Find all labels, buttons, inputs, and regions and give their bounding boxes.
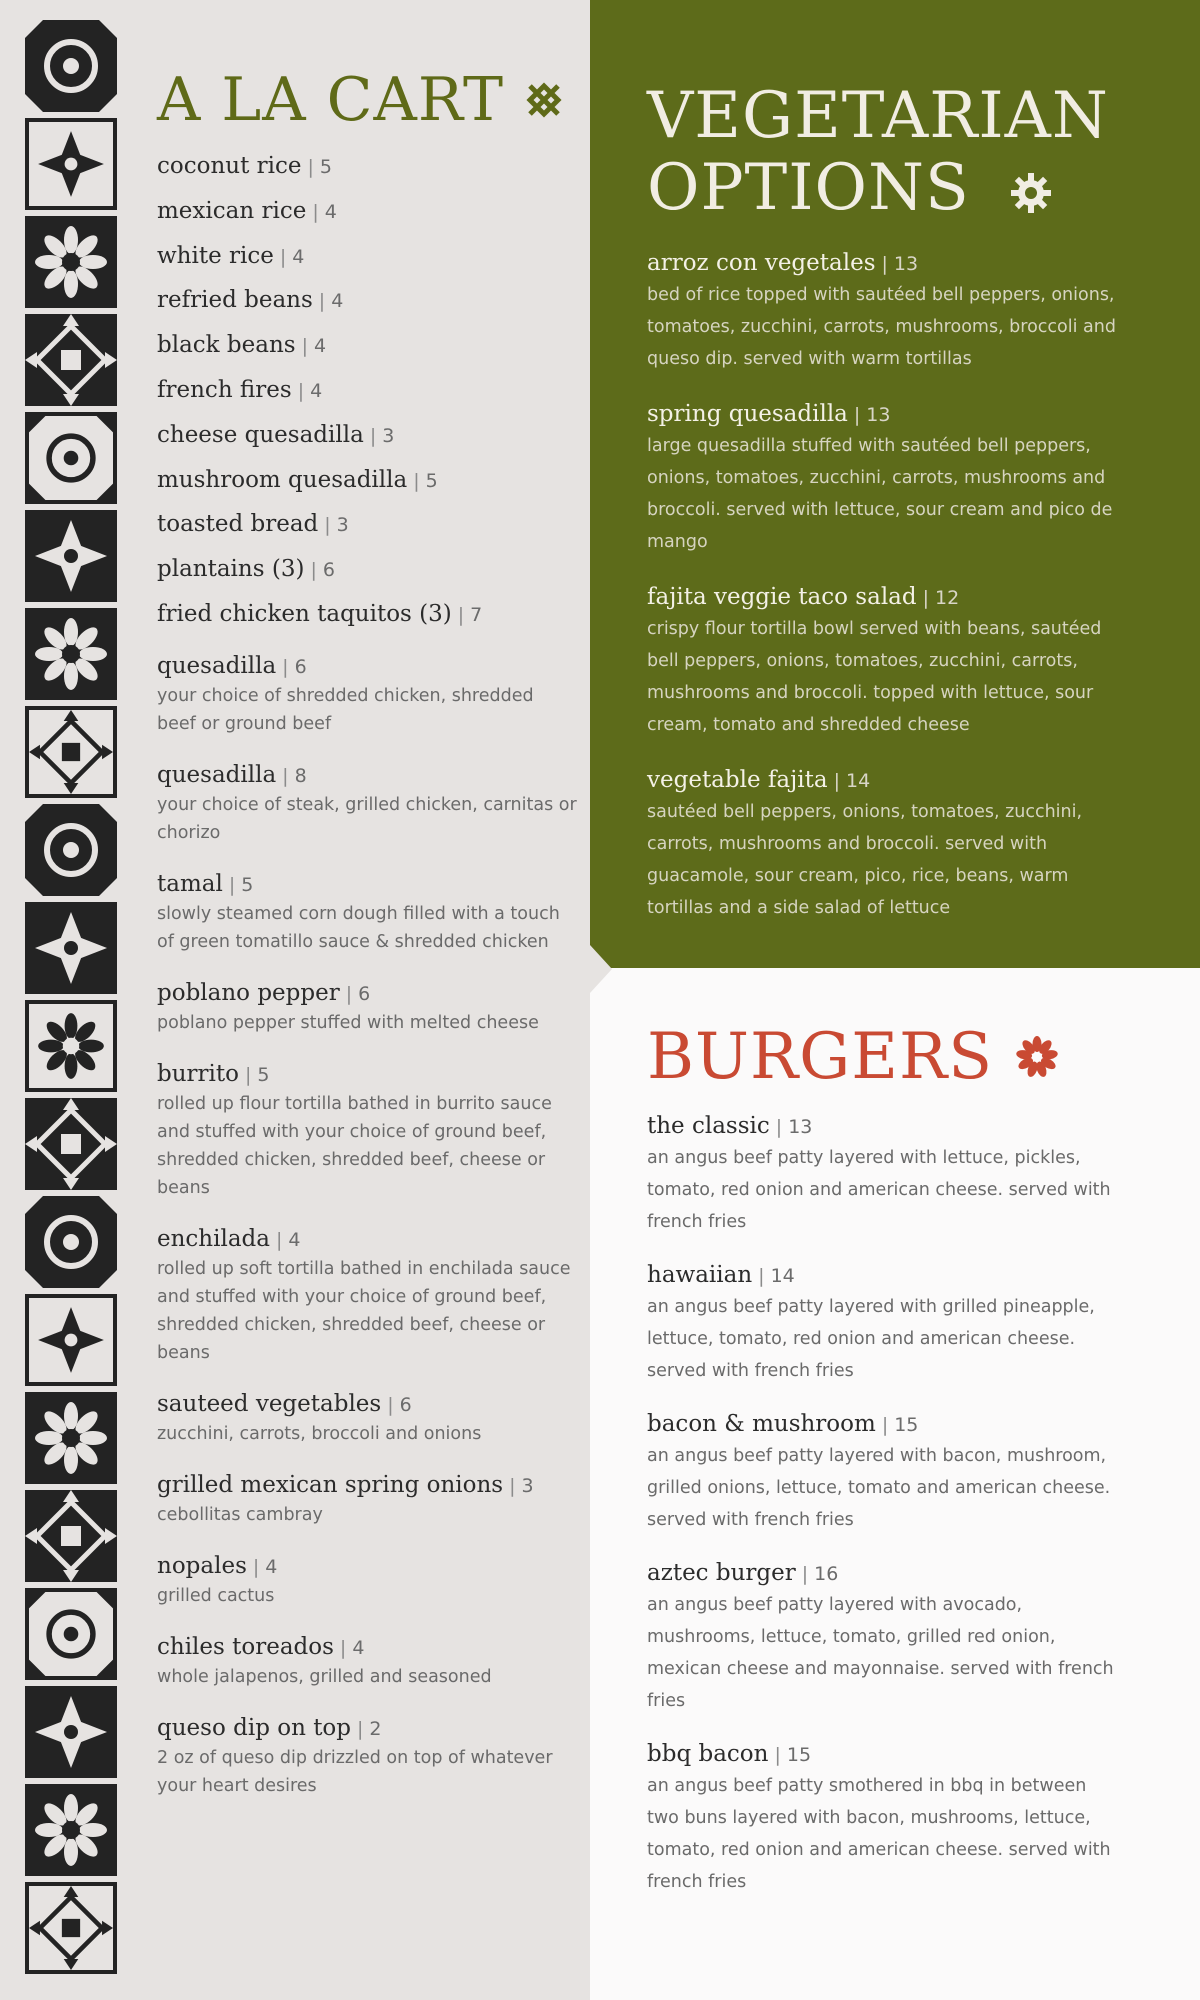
menu-item (647, 1558, 1117, 1717)
menu-item (157, 189, 577, 234)
menu-item (647, 399, 1117, 558)
menu-item-description: crispy flour tortilla bowl served with beans, sautéed bell peppers, onions, tomatoes, zucchini, carrots, mushrooms and broccoli. topped with lettuce, sour cream, tomato and shredded cheese (647, 619, 1102, 735)
menu-item-description: grilled cactus (157, 1585, 275, 1606)
menu-item-name: chiles toreados (157, 1633, 334, 1660)
menu-item (157, 592, 577, 637)
menu-item (157, 760, 577, 847)
menu-item-description: an angus beef patty layered with avocado, mushrooms, lettuce, tomato, grilled red onion, mexican cheese and mayonnaise. served with french fries (647, 1595, 1114, 1711)
menu-item-price: 4 (314, 335, 327, 358)
flower-icon (1015, 1035, 1059, 1079)
vegetarian-panel-notch (590, 945, 612, 993)
menu-item-name: aztec burger (647, 1560, 796, 1586)
price-separator: | (758, 1265, 765, 1287)
menu-item-name: bacon & mushroom (647, 1411, 876, 1437)
tile-pattern-icon (25, 510, 117, 602)
menu-item-header (157, 1551, 577, 1582)
menu-item-header (157, 1470, 577, 1501)
price-separator: | (774, 1744, 781, 1766)
vegetarian-section (647, 80, 1117, 924)
menu-item-description: 2 oz of queso dip drizzled on top of whatever your heart desires (157, 1747, 553, 1796)
price-separator: | (301, 335, 308, 358)
tile-pattern-icon (25, 1392, 117, 1484)
price-separator: | (413, 469, 420, 492)
menu-item-name: plantains (3) (157, 556, 305, 583)
menu-item-price: 4 (310, 379, 323, 402)
menu-item-price: 2 (369, 1717, 382, 1740)
vegetarian-items-list (647, 248, 1117, 924)
menu-item-description: an angus beef patty layered with grilled pineapple, lettuce, tomato, red onion and american cheese. served with french fries (647, 1297, 1095, 1381)
price-separator: | (310, 559, 317, 582)
tile-pattern-icon (25, 1882, 117, 1974)
menu-item-name: mushroom quesadilla (157, 466, 408, 493)
menu-item-price: 12 (935, 587, 960, 609)
menu-item-name: burrito (157, 1060, 239, 1087)
menu-item-price: 5 (241, 873, 254, 896)
menu-item-header (647, 1111, 1117, 1142)
menu-item-header (157, 760, 577, 791)
menu-item-description: an angus beef patty layered with lettuce, pickles, tomato, red onion and american cheese. served with french fries (647, 1148, 1111, 1232)
price-separator: | (318, 290, 326, 313)
menu-item-price: 7 (470, 603, 483, 626)
burgers-title-text: BURGERS (647, 1020, 994, 1094)
menu-item-name: fajita veggie taco salad (647, 584, 917, 610)
price-separator: | (297, 379, 305, 402)
menu-item-description: your choice of steak, grilled chicken, carnitas or chorizo (157, 794, 577, 843)
price-separator: | (357, 1717, 364, 1740)
price-separator: | (833, 770, 840, 792)
menu-item-name: queso dip on top (157, 1714, 352, 1741)
menu-item-description: an angus beef patty smothered in bbq in between two buns layered with bacon, mushrooms, lettuce, tomato, red onion and american cheese. served with french fries (647, 1776, 1111, 1892)
price-separator: | (244, 1063, 252, 1086)
price-separator: | (922, 587, 930, 609)
price-separator: | (324, 514, 331, 537)
menu-item (647, 1111, 1117, 1238)
price-separator: | (345, 982, 353, 1005)
vegetarian-title-line1: VEGETARIAN (647, 79, 1109, 153)
tile-pattern-icon (25, 608, 117, 700)
menu-item-description: slowly steamed corn dough filled with a touch of green tomatillo sauce & shredded chicken (157, 903, 560, 952)
menu-item-description: your choice of shredded chicken, shredded beef or ground beef (157, 685, 534, 734)
menu-item-name: cheese quesadilla (157, 421, 364, 448)
menu-item (647, 765, 1117, 924)
menu-item (157, 234, 577, 279)
menu-item-header (647, 248, 1117, 279)
menu-item-name: arroz con vegetales (647, 250, 876, 276)
menu-item-description: sautéed bell peppers, onions, tomatoes, zucchini, carrots, mushrooms and broccoli. served with guacamole, sour cream, pico, rice, beans, warm tortillas and a side salad of lettuce (647, 802, 1083, 918)
menu-item-name: enchilada (157, 1225, 270, 1252)
alacart-title (157, 65, 577, 135)
menu-item-header (647, 399, 1117, 430)
menu-item-name: vegetable fajita (647, 767, 828, 793)
menu-item-price: 15 (786, 1744, 812, 1766)
menu-item (157, 502, 577, 547)
price-separator: | (881, 253, 888, 275)
menu-item (157, 413, 577, 458)
tile-pattern-icon (25, 118, 117, 210)
menu-item-name: toasted bread (157, 511, 319, 538)
menu-item-description: whole jalapenos, grilled and seasoned (157, 1666, 492, 1687)
menu-item (157, 144, 577, 189)
menu-item (157, 1224, 577, 1367)
menu-item-price: 6 (322, 559, 335, 582)
menu-item (157, 1470, 577, 1529)
menu-item-name: french fires (157, 376, 292, 403)
menu-item (157, 368, 577, 413)
tile-pattern-icon (25, 216, 117, 308)
price-separator: | (775, 1116, 783, 1138)
menu-item-header (647, 1409, 1117, 1440)
tile-pattern-icon (25, 1000, 117, 1092)
price-separator: | (312, 200, 319, 223)
menu-item-price: 6 (399, 1393, 412, 1416)
menu-item (157, 869, 577, 956)
menu-item-price: 4 (288, 1228, 301, 1251)
menu-item-header (157, 1713, 577, 1744)
menu-item-description: bed of rice topped with sautéed bell peppers, onions, tomatoes, zucchini, carrots, mushrooms, broccoli and queso dip. served with warm tortillas (647, 285, 1116, 369)
menu-item-name: mexican rice (157, 197, 307, 224)
menu-item-name: quesadilla (157, 652, 277, 679)
menu-item-header (157, 1632, 577, 1663)
price-separator: | (228, 873, 236, 896)
burger-items-list (647, 1111, 1117, 1898)
menu-item-name: tamal (157, 870, 223, 897)
menu-item-price: 5 (319, 156, 332, 178)
menu-item-price: 13 (893, 253, 919, 275)
menu-item-name: refried beans (157, 287, 313, 314)
price-separator: | (282, 764, 289, 787)
price-separator: | (881, 1414, 889, 1436)
menu-item-name: spring quesadilla (647, 401, 848, 427)
menu-item-price: 4 (292, 245, 305, 268)
menu-item-header (647, 765, 1117, 796)
menu-item-name: bbq bacon (647, 1741, 769, 1767)
price-separator: | (339, 1636, 347, 1659)
menu-item (157, 651, 577, 738)
price-separator: | (509, 1474, 516, 1497)
tile-pattern-icon (25, 1490, 117, 1582)
menu-item (647, 1409, 1117, 1536)
menu-item (157, 547, 577, 592)
menu-item-header (157, 1389, 577, 1420)
menu-item (647, 1260, 1117, 1387)
tile-pattern-icon (25, 706, 117, 798)
menu-item (157, 1632, 577, 1691)
price-separator: | (252, 1555, 260, 1578)
menu-item (157, 278, 577, 323)
decorative-tile-strip (25, 20, 117, 1980)
menu-item-header (647, 1260, 1117, 1291)
menu-item-name: the classic (647, 1113, 770, 1139)
menu-item-header (647, 1739, 1117, 1770)
tile-pattern-icon (25, 314, 117, 406)
price-separator: | (853, 404, 861, 426)
tile-pattern-icon (25, 902, 117, 994)
menu-item (157, 1713, 577, 1800)
tile-pattern-icon (25, 1686, 117, 1778)
menu-item-price: 14 (770, 1265, 795, 1287)
burgers-section (647, 1020, 1117, 1898)
menu-item-price: 15 (894, 1414, 919, 1436)
menu-item (157, 458, 577, 503)
menu-item-description: rolled up soft tortilla bathed in enchilada sauce and stuffed with your choice of ground beef, shredded chicken, shredded beef, cheese or beans (157, 1258, 571, 1363)
menu-item-description: cebollitas cambray (157, 1504, 323, 1525)
menu-item-header (647, 1558, 1117, 1589)
menu-item (157, 323, 577, 368)
tile-pattern-icon (25, 804, 117, 896)
menu-item-name: quesadilla (157, 761, 277, 788)
menu-item-price: 6 (358, 982, 371, 1005)
menu-item (647, 582, 1117, 741)
menu-item (157, 1389, 577, 1448)
menu-item (647, 248, 1117, 375)
described-items-list (157, 651, 577, 1800)
tile-pattern-icon (25, 20, 117, 112)
menu-item (157, 1059, 577, 1202)
menu-item (157, 1551, 577, 1610)
tile-pattern-icon (25, 1098, 117, 1190)
menu-item-name: white rice (157, 242, 274, 269)
alacart-title-text: A LA CART (157, 65, 505, 135)
simple-items-list (157, 144, 577, 637)
menu-item-price: 3 (521, 1474, 534, 1497)
menu-item-price: 16 (814, 1563, 839, 1585)
tile-pattern-icon (25, 412, 117, 504)
vegetarian-title (647, 80, 1117, 224)
gear-flower-icon (1009, 171, 1053, 215)
menu-item-price: 13 (788, 1116, 813, 1138)
menu-item-name: nopales (157, 1552, 247, 1579)
price-separator: | (387, 1393, 394, 1416)
menu-item-description: an angus beef patty layered with bacon, mushroom, grilled onions, lettuce, tomato and american cheese. served with french fries (647, 1446, 1111, 1530)
price-separator: | (801, 1563, 809, 1585)
price-separator: | (282, 655, 289, 678)
menu-item (157, 978, 577, 1037)
menu-item-name: sauteed vegetables (157, 1390, 382, 1417)
menu-item-name: grilled mexican spring onions (157, 1471, 504, 1498)
menu-item-price: 13 (866, 404, 891, 426)
menu-item-name: hawaiian (647, 1262, 753, 1288)
menu-item-price: 4 (331, 290, 344, 313)
menu-item-price: 8 (294, 764, 307, 787)
menu-item-description: poblano pepper stuffed with melted cheese (157, 1012, 539, 1033)
menu-item-description: large quesadilla stuffed with sautéed bell peppers, onions, tomatoes, zucchini, carrots, mushrooms and broccoli. served with lettuce, sour cream and pico de mango (647, 436, 1113, 552)
menu-item-name: coconut rice (157, 153, 302, 179)
price-separator: | (275, 1228, 283, 1251)
menu-item-price: 5 (425, 469, 438, 492)
burgers-title (647, 1020, 1117, 1094)
menu-item-price: 6 (294, 655, 307, 678)
menu-item-price: 4 (324, 200, 337, 223)
menu-item-description: zucchini, carrots, broccoli and onions (157, 1423, 482, 1444)
menu-item (647, 1739, 1117, 1898)
tile-pattern-icon (25, 1588, 117, 1680)
menu-item-header (157, 978, 577, 1009)
menu-item-name: poblano pepper (157, 979, 340, 1006)
menu-item-price: 4 (265, 1555, 278, 1578)
diamond-ornament-icon (524, 80, 564, 120)
menu-item-price: 3 (382, 424, 395, 447)
menu-item-header (157, 1224, 577, 1255)
vegetarian-title-line2: OPTIONS (647, 151, 970, 225)
menu-item-header (157, 869, 577, 900)
menu-item-header (647, 582, 1117, 613)
menu-item-price: 4 (352, 1636, 365, 1659)
menu-item-price: 14 (845, 770, 871, 792)
tile-pattern-icon (25, 1196, 117, 1288)
menu-item-price: 5 (257, 1063, 270, 1086)
menu-item-name: black beans (157, 332, 296, 359)
menu-item-description: rolled up flour tortilla bathed in burrito sauce and stuffed with your choice of ground beef, shredded chicken, shredded beef, cheese or beans (157, 1093, 552, 1198)
price-separator: | (279, 245, 287, 268)
menu-item-header (157, 1059, 577, 1090)
alacart-section (157, 65, 577, 1822)
price-separator: | (457, 603, 465, 626)
menu-item-name: fried chicken taquitos (3) (157, 600, 452, 627)
price-separator: | (369, 424, 377, 447)
tile-pattern-icon (25, 1784, 117, 1876)
tile-pattern-icon (25, 1294, 117, 1386)
menu-item-price: 3 (336, 514, 349, 537)
price-separator: | (307, 156, 314, 178)
menu-item-header (157, 651, 577, 682)
